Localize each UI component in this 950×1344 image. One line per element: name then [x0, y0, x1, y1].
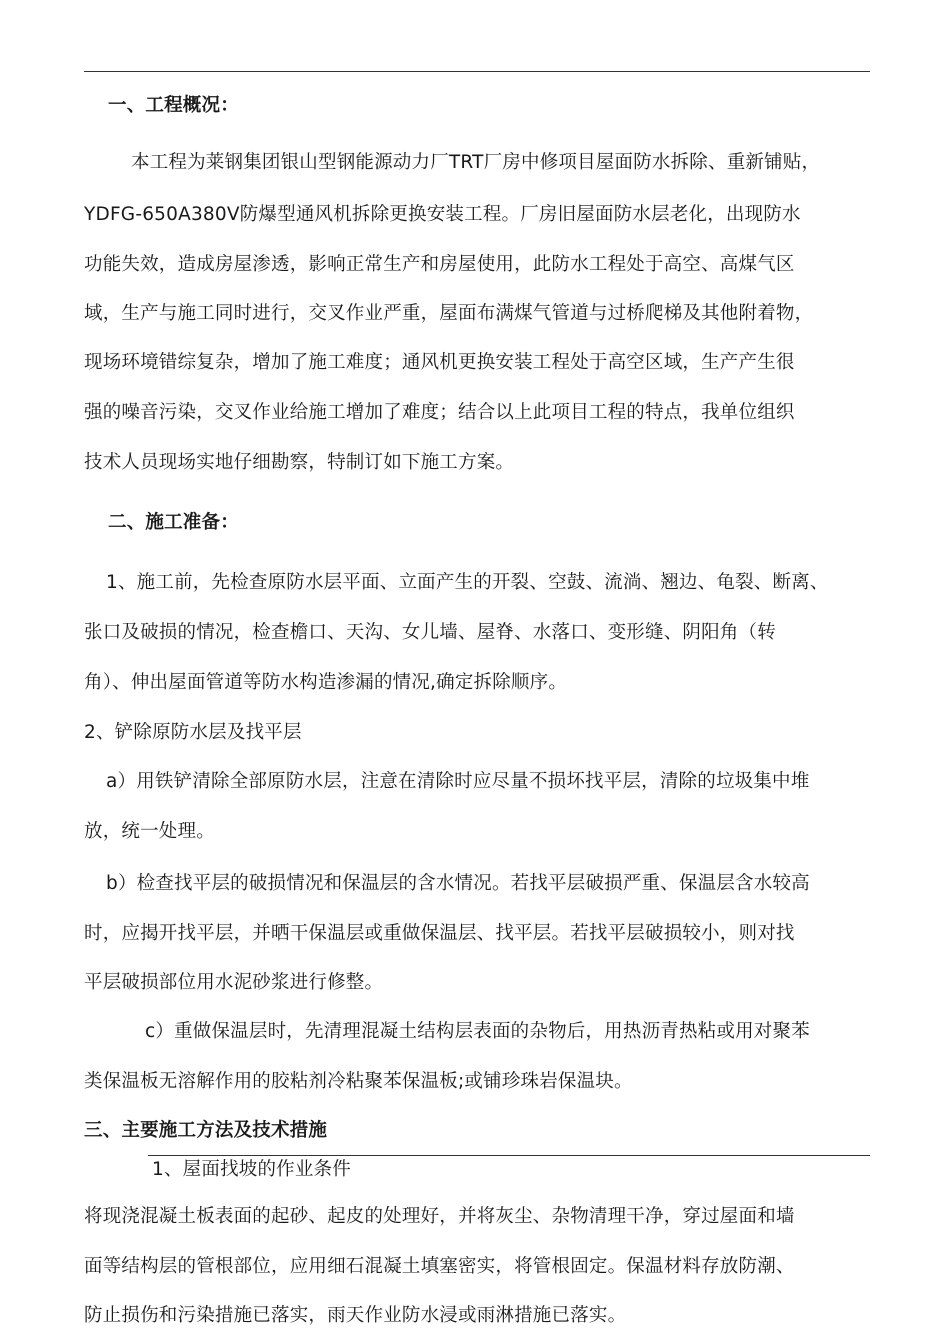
paragraph-line: 技术人员现场实地仔细勘察，特制订如下施工方案。: [84, 452, 515, 473]
paragraph-line: 本工程为莱钢集团银山型钢能源动力厂TRT厂房中修项目屋面防水拆除、重新铺贴，: [131, 152, 821, 173]
paragraph-line: 放，统一处理。: [84, 821, 215, 842]
paragraph-line: c）重做保温层时，先清理混凝土结构层表面的杂物后，用热沥青热粘或用对聚苯: [145, 1021, 810, 1042]
paragraph-line: 张口及破损的情况，检查檐口、天沟、女儿墙、屋脊、水落口、变形缝、阴阳角（转: [84, 622, 776, 643]
paragraph-line: 1、施工前，先检查原防水层平面、立面产生的开裂、空鼓、流淌、翘边、龟裂、断离、: [106, 572, 829, 593]
paragraph-line: a）用铁铲清除全部原防水层，注意在清除时应尽量不损坏找平层，清除的垃圾集中堆: [106, 771, 810, 792]
paragraph-line: 2、铲除原防水层及找平层: [84, 722, 302, 743]
subsection-heading: 1、屋面找坡的作业条件: [152, 1159, 351, 1180]
paragraph-line: 面等结构层的管根部位，应用细石混凝土填塞密实，将管根固定。保温材料存放防潮、: [84, 1256, 795, 1277]
paragraph-line: 功能失效，造成房屋渗透，影响正常生产和房屋使用，此防水工程处于高空、高煤气区: [84, 254, 795, 275]
paragraph-line: 强的噪音污染，交叉作业给施工增加了难度；结合以上此项目工程的特点，我单位组织: [84, 402, 795, 423]
section-heading-preparation: 二、施工准备：: [108, 512, 239, 533]
section-heading-overview: 一、工程概况：: [108, 95, 239, 116]
paragraph-line: 类保温板无溶解作用的胶粘剂冷粘聚苯保温板;或铺珍珠岩保温块。: [84, 1071, 633, 1092]
paragraph-line: YDFG-650A380V防爆型通风机拆除更换安装工程。厂房旧屋面防水层老化，出现防水: [84, 204, 801, 225]
subsection-rule: [148, 1155, 870, 1156]
top-rule: [84, 71, 870, 72]
paragraph-line: 将现浇混凝土板表面的起砂、起皮的处理好，并将灰尘、杂物清理干净，穿过屋面和墙: [84, 1206, 795, 1227]
paragraph-line: 时，应揭开找平层，并晒干保温层或重做保温层、找平层。若找平层破损较小，则对找: [84, 923, 795, 944]
paragraph-line: 平层破损部位用水泥砂浆进行修整。: [84, 972, 384, 993]
paragraph-line: b）检查找平层的破损情况和保温层的含水情况。若找平层破损严重、保温层含水较高: [106, 873, 810, 894]
section-heading-methods: 三、主要施工方法及技术措施: [84, 1120, 328, 1141]
paragraph-line: 现场环境错综复杂，增加了施工难度；通风机更换安装工程处于高空区域，生产产生很: [84, 352, 795, 373]
paragraph-line: 防止损伤和污染措施已落实，雨天作业防水浸或雨淋措施已落实。: [84, 1305, 627, 1326]
paragraph-line: 域，生产与施工同时进行，交叉作业严重，屋面布满煤气管道与过桥爬梯及其他附着物，: [84, 303, 814, 324]
paragraph-line: 角）、伸出屋面管道等防水构造渗漏的情况,确定拆除顺序。: [84, 672, 568, 693]
